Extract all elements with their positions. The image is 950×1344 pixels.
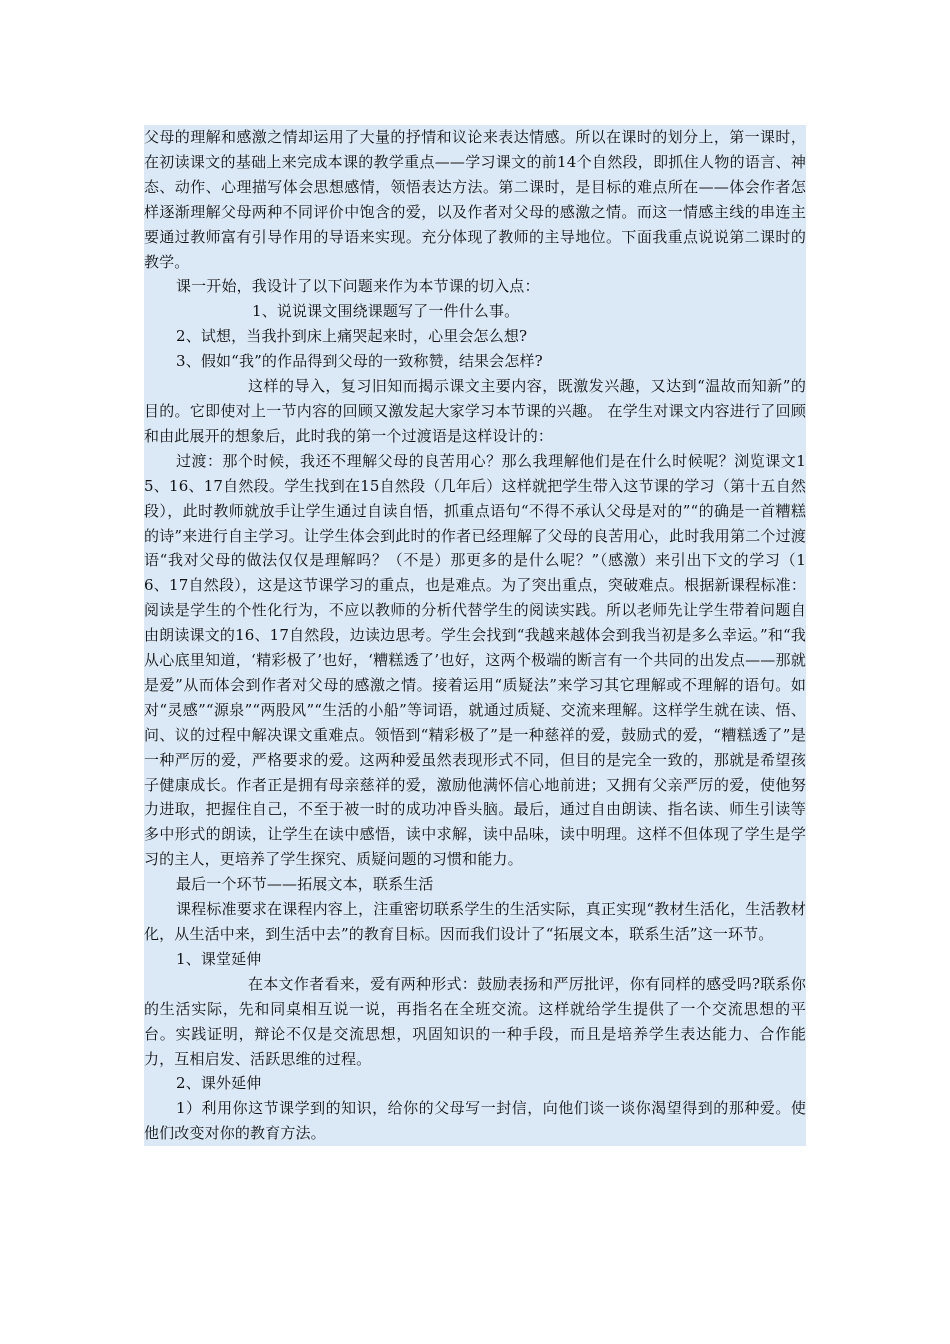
- paragraph-lesson-division: 父母的理解和感激之情却运用了大量的抒情和议论来表达情感。所以在课时的划分上，第一课时，在初读课文的基础上来完成本课的教学重点——学习课文的前14个自然段，即抓住人物的语言、神态、动作、心理描写体会思想感情，领悟表达方法。第二课时，是目标的难点所在——体会作者怎样逐渐理解父母两种不同评价中饱含的爱，以及作者对父母的感激之情。而这一情感主线的串连主要通过教师富有引导作用的导语来实现。充分体现了教师的主导地位。下面我重点说说第二课时的教学。: [144, 128, 806, 271]
- paragraph-opening: 课一开始，我设计了以下问题来作为本节课的切入点：: [176, 277, 540, 296]
- question-1: 1、说说课文围绕课题写了一件什么事。: [252, 302, 520, 321]
- paragraph-homework-letter: 1）利用你这节课学到的知识，给你的父母写一封信，向他们谈一谈你渴望得到的那种爱。使他们改变对你的教育方法。: [144, 1099, 806, 1143]
- section-heading-extension: 最后一个环节——拓展文本，联系生活: [176, 875, 434, 894]
- highlighted-text-block: [144, 125, 806, 1146]
- paragraph-transition: 过渡：那个时候，我还不理解父母的良苦用心？那么我理解他们是在什么时候呢？浏览课文15、16、17自然段。学生找到在15自然段（几年后）这样就把学生带入这节课的学习（第十五自然段），此时教师就放手让学生通过自读自悟，抓重点语句“不得不承认父母是对的”“的确是一首糟糕的诗”来进行自主学习。让学生体会到此时的作者已经理解了父母的良苦用心，此时我用第二个过渡语“我对父母的做法仅仅是理解吗？（不是）那更多的是什么呢？”（感激）来引出下文的学习（16、17自然段），这是这节课学习的重点，也是难点。为了突出重点，突破难点。根据新课程标准：阅读是学生的个性化行为，不应以教师的分析代替学生的阅读实践。所以老师先让学生带着问题自由朗读课文的16、17自然段，边读边思考。学生会找到“我越来越体会到我当初是多么幸运。”和“我从心底里知道，‘精彩极了’也好，‘糟糕透了’也好，这两个极端的断言有一个共同的出发点——那就是爱”从而体会到作者对父母的感激之情。接着运用“质疑法”来学习其它理解或不理解的语句。如对“灵感”“源泉”“两股风”“生活的小船”等词语，就通过质疑、交流来理解。这样学生就在读、悟、问、议的过程中解决课文重难点。领悟到“精彩极了”是一种慈祥的爱，鼓励式的爱，“糟糕透了”是一种严厉的爱，严格要求的爱。这两种爱虽然表现形式不同，但目的是完全一致的，那就是希望孩子健康成长。作者正是拥有母亲慈祥的爱，激励他满怀信心地前进；又拥有父亲严厉的爱，使他努力进取，把握住自己，不至于被一时的成功冲昏头脑。最后，通过自由朗读、指名读、师生引读等多中形式的朗读，让学生在读中感悟，读中求解，读中品味，读中明理。这样不但体现了学生是学习的主人，更培养了学生探究、质疑问题的习惯和能力。: [144, 451, 806, 869]
- question-2: 2、试想，当我扑到床上痛哭起来时，心里会怎么想?: [176, 327, 528, 346]
- question-3: 3、假如“我”的作品得到父母的一致称赞，结果会怎样?: [176, 352, 543, 371]
- paragraph-curriculum-standard: 课程标准要求在课程内容上，注重密切联系学生的生活实际，真正实现“教材生活化，生活教材化，从生活中来，到生活中去”的教育目标。因而我们设计了“拓展文本，联系生活”这一环节。: [144, 900, 806, 943]
- paragraph-classroom-extension: 在本文作者看来，爱有两种形式：鼓励表扬和严厉批评，你有同样的感受吗?联系你的生活实际，先和同桌相互说一说，再指名在全班交流。这样就给学生提供了一个交流思想的平台。实践证明，辩论不仅是交流思想，巩固知识的一种手段，而且是培养学生表达能力、合作能力，互相启发、活跃思维的过程。: [144, 974, 806, 1068]
- paragraph-introduction-effect: 这样的导入，复习旧知而揭示课文主要内容，既激发兴趣，又达到“温故而知新”的目的。它即使对上一节内容的回顾又激发起大家学习本节课的兴趣。 在学生对课文内容进行了回顾和由此展开的想象后，此时我的第一个过渡语是这样设计的：: [144, 377, 806, 445]
- subheading-homework-extension: 2、课外延伸: [176, 1074, 262, 1093]
- subheading-classroom-extension: 1、课堂延伸: [176, 949, 262, 968]
